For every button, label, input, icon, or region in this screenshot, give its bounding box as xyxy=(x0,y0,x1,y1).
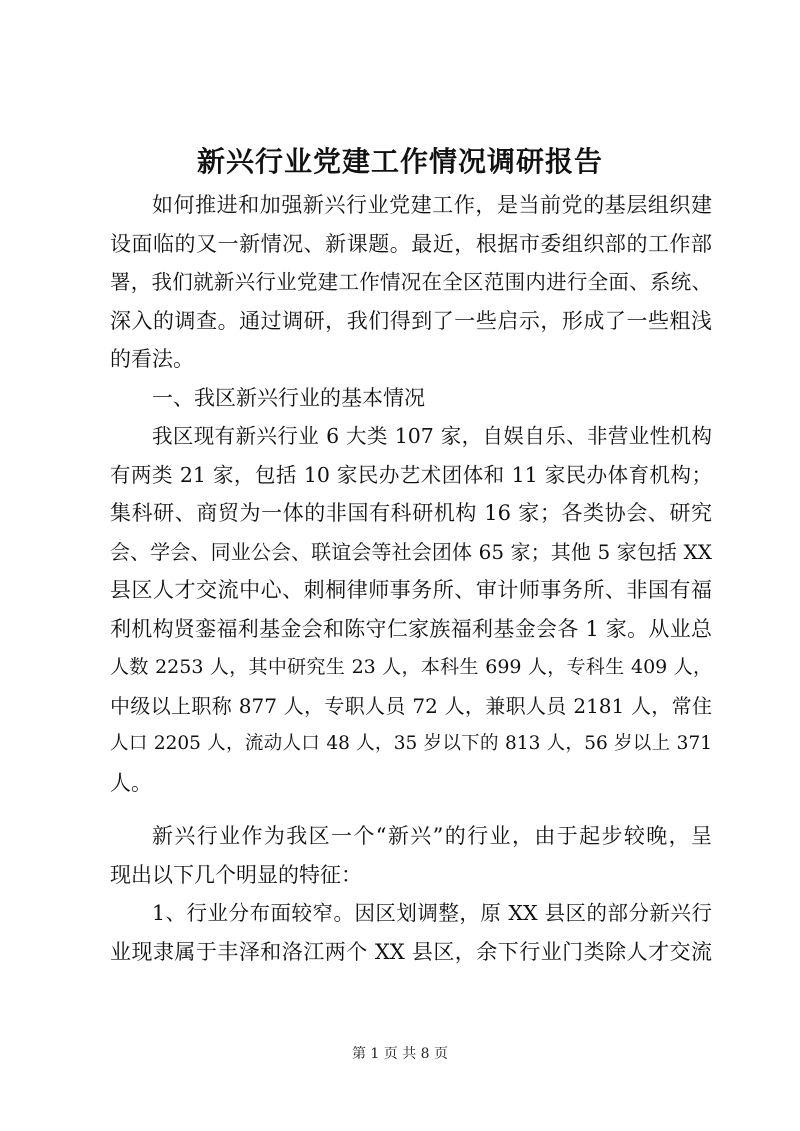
text-line: 利机构贤銮福利基金会和陈守仁家族福利基金会各 1 家。从业总 xyxy=(110,616,712,641)
paragraph-features-intro xyxy=(110,820,712,891)
text-line: 会、学会、同业公会、联谊会等社会团体 65 家；其他 5 家包括 XX xyxy=(110,539,712,564)
paragraph-statistics xyxy=(110,420,712,799)
text-line: 如何推进和加强新兴行业党建工作，是当前党的基层组织建 xyxy=(152,193,712,217)
text-line: 深入的调查。通过调研，我们得到了一些启示，形成了一些粗浅 xyxy=(110,308,712,333)
section-heading xyxy=(110,382,712,414)
paragraph-feature-1 xyxy=(110,897,712,968)
text-line: 署，我们就新兴行业党建工作情况在全区范围内进行全面、系统、 xyxy=(110,270,712,294)
page-footer: 第 1 页 共 8 页 xyxy=(351,1046,449,1062)
text-line: 人数 2253 人，其中研究生 23 人，本科生 699 人，专科生 409 人， xyxy=(110,656,712,678)
text-line: 人。 xyxy=(110,770,152,795)
document-title: 新兴行业党建工作情况调研报告 xyxy=(196,145,603,178)
text-line: 一、我区新兴行业的基本情况 xyxy=(152,385,425,410)
text-line: 的看法。 xyxy=(110,347,194,371)
text-line: 县区人才交流中心、刺桐律师事务所、审计师事务所、非国有福 xyxy=(110,578,712,602)
text-line: 我区现有新兴行业 6 大类 107 家，自娱自乐、非营业性机构 xyxy=(152,424,712,448)
text-line: 集科研、商贸为一体的非国有科研机构 16 家；各类协会、研究 xyxy=(110,501,712,525)
text-line: 现出以下几个明显的特征： xyxy=(110,862,362,887)
text-line: 中级以上职称 877 人，专职人员 72 人，兼职人员 2181 人，常住 xyxy=(110,693,712,718)
text-line: 新兴行业作为我区一个“新兴”的行业，由于起步较晚，呈 xyxy=(152,824,712,848)
paragraph-intro xyxy=(110,189,712,375)
text-line: 业现隶属于丰泽和洛江两个 XX 县区，余下行业门类除人才交流 xyxy=(110,939,712,964)
text-line: 有两类 21 家，包括 10 家民办艺术团体和 11 家民办体育机构； xyxy=(110,462,712,487)
text-line: 1、行业分布面较窄。因区划调整，原 XX 县区的部分新兴行 xyxy=(152,901,712,925)
document-body xyxy=(110,189,712,974)
paragraph-gap xyxy=(110,805,712,820)
text-line: 设面临的又一新情况、新课题。最近，根据市委组织部的工作部 xyxy=(110,231,712,256)
text-line: 人口 2205 人，流动人口 48 人，35 岁以下的 813 人，56 岁以上 371 xyxy=(110,733,712,754)
